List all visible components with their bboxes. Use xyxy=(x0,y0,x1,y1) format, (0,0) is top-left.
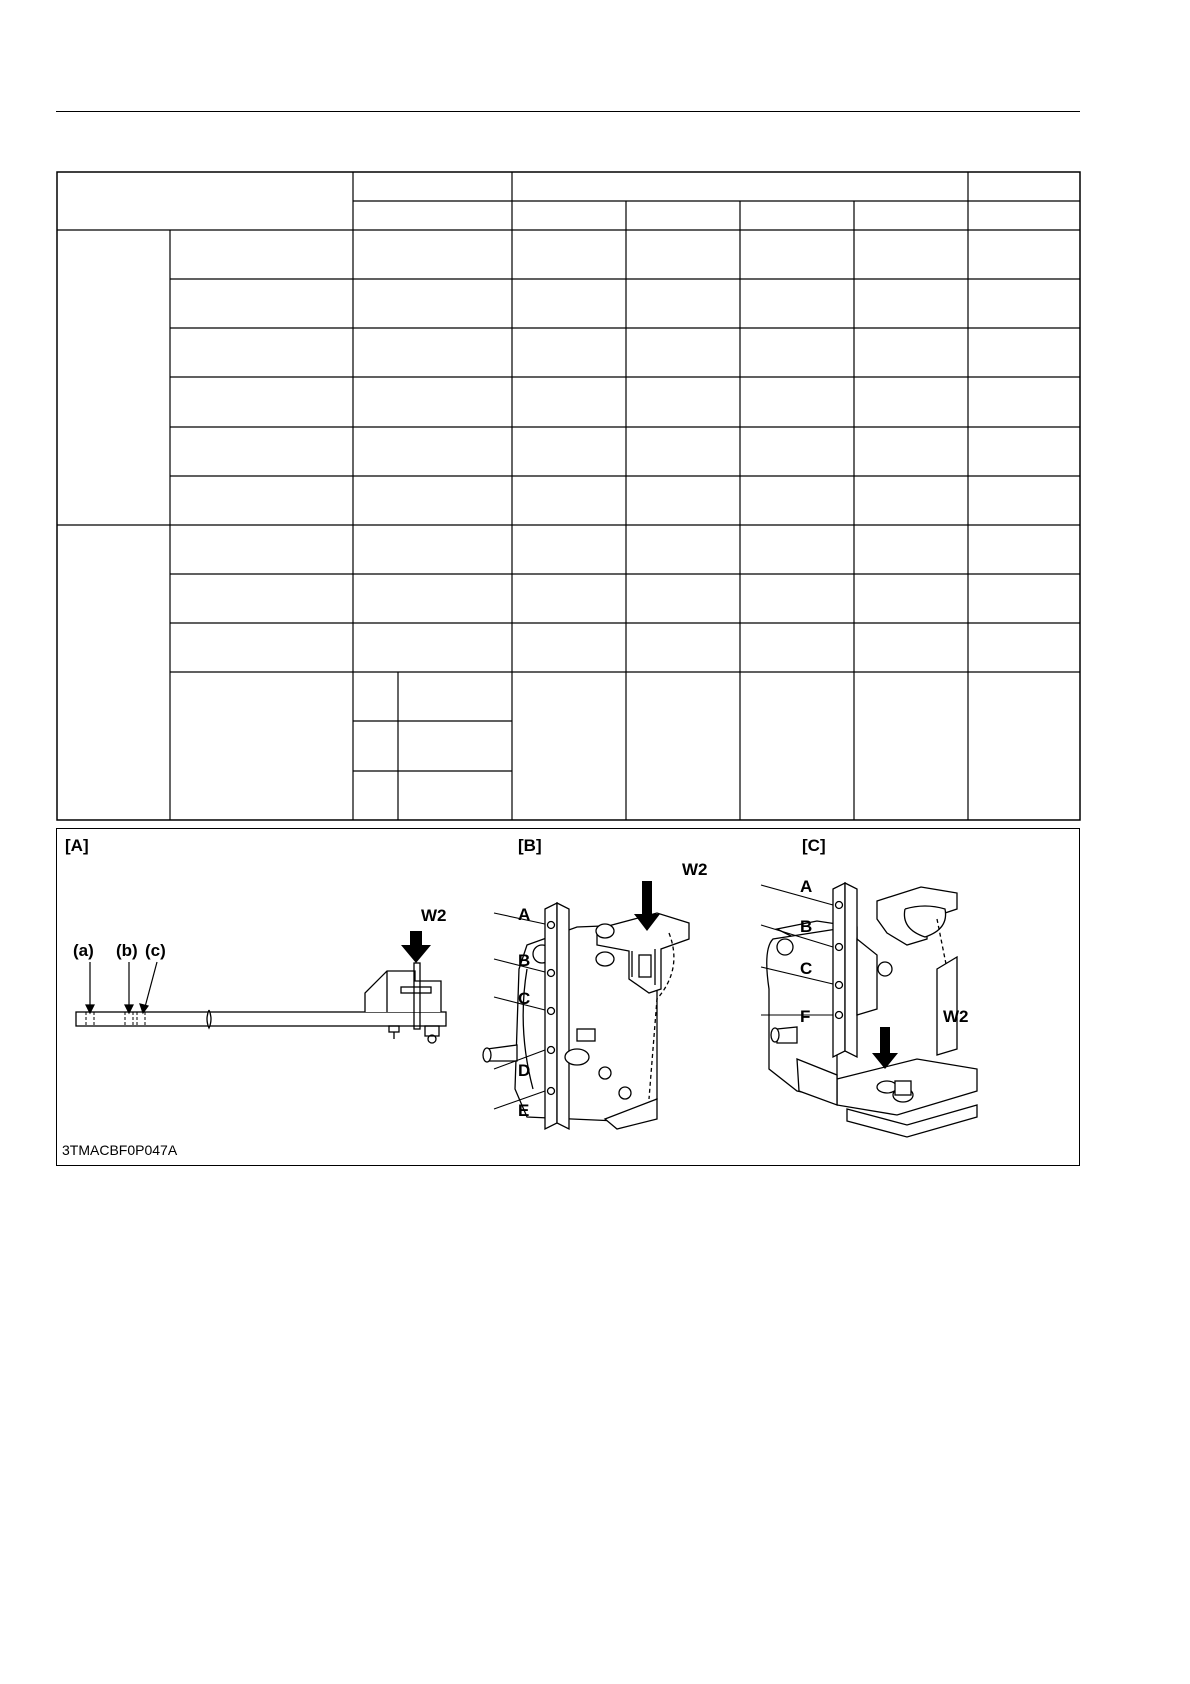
figure-artwork xyxy=(57,829,1081,1167)
drawbar-side-view xyxy=(76,963,446,1043)
position-label-b-c: C xyxy=(518,989,531,1008)
position-label-c-c: C xyxy=(800,959,813,978)
position-label-b-b: B xyxy=(518,951,531,970)
load-label-a: W2 xyxy=(421,906,447,925)
hitch-assembly-b xyxy=(483,903,689,1129)
hole-label-b: (b) xyxy=(116,941,138,960)
panel-b-title: [B] xyxy=(518,836,542,855)
position-label-c-a: A xyxy=(800,877,813,896)
position-label-b-a: A xyxy=(518,905,531,924)
load-arrow-icon xyxy=(401,931,431,963)
load-arrow-icon xyxy=(872,1027,898,1069)
position-label-c-f: F xyxy=(800,1007,811,1026)
drawbar-figure xyxy=(56,828,1080,1166)
panel-c-title: [C] xyxy=(802,836,826,855)
hole-label-a: (a) xyxy=(73,941,94,960)
hole-label-c: (c) xyxy=(145,941,166,960)
load-label-b: W2 xyxy=(682,860,708,879)
position-label-b-e: E xyxy=(518,1101,530,1120)
position-label-c-b: B xyxy=(800,917,813,936)
position-label-b-d: D xyxy=(518,1061,531,1080)
figure-code: 3TMACBF0P047A xyxy=(62,1142,178,1158)
load-label-c: W2 xyxy=(943,1007,969,1026)
panel-a-title: [A] xyxy=(65,836,89,855)
